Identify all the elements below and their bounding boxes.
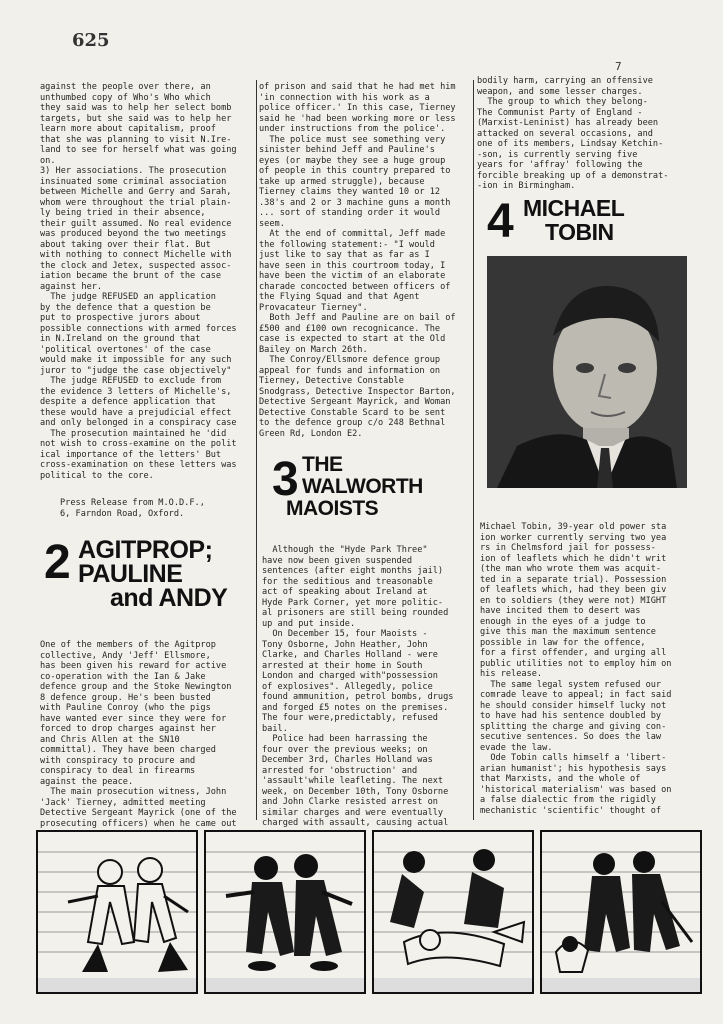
- comic-strip: [36, 830, 698, 992]
- headline-line: WALWORTH: [302, 475, 423, 498]
- headline-line: and ANDY: [110, 584, 228, 612]
- article-1-continued: against the people over there, an unthumbed copy of Who's Who which they said was to help her select bomb targets, but she said was to help her learn more about capitalism, proof that she was planning to visit N.Ire- land to see for herself what was going on. 3) Her associations. The prosecution insinuated some criminal association between Michelle and Gerry and Sarah, whom were throughout the trial plain- ly being tried in their absence, their guilt assumed. No real evidence was produced beyond the two meetings about taking over their flat. But with nothing to connect Michelle with the clock and Jetex, suspected assoc- iation became the brunt of the case against her. The judge REFUSED an application by the defence that a question be put to prospective jurors about possible connections with armed forces in N.Ireland on the ground that 'political overtones' of the case would make it impossible for any such juror to "judge the case objectively" The judge REFUSED to exclude from the evidence 3 letters of Michelle's, despite a defence application that these would have a prejudicial effect and only belonged in a conspiracy case The prosecution maintained he 'did not wish to cross-examine on the polit ical importance of the letters' But cross-examination on these letters was political to the core.: [40, 82, 237, 481]
- comic-panel-4: [540, 830, 702, 994]
- portrait-photo: [487, 256, 687, 488]
- article-3-body: Although the "Hyde Park Three" have now been given suspended sentences (after eight months jail) for the seditious and treasonable act of speaking about Ireland at Hyde Park Corner, yet more politic- al prisoners are still being rounded up and put inside. On December 15, four Maoists - Tony Osborne, John Heather, John Clarke, and Charles Holland - were arrested at their home in South London and charged with"possession of explosives". Allegedly, police found ammunition, petrol bombs, drugs and forged £5 notes on the premises. The four were,predictably, refused bail. Police had been harrassing the four over the previous weeks; on December 3rd, Charles Holland was arrested for 'obstruction' and 'assault'while leafleting. The next week, on December 10th, Tony Osborne and John Clarke resisted arrest on similar charges and were eventually charged with assault, causing actual: [262, 545, 454, 828]
- page-number: 625: [72, 30, 110, 51]
- headline-agitprop: [44, 537, 254, 613]
- headline-line: TOBIN: [545, 219, 614, 245]
- headline-number-3: 3: [272, 453, 299, 506]
- headline-number-4: 4: [487, 195, 514, 248]
- article-2-continued: of prison and said that he had met him 'in connection with his work as a police officer.' In this case, Tierney said he 'had been working more or less under instructions from the police'. The police must see something very sinister behind Jeff and Pauline's eyes (or maybe they see a huge group of people in this country prepared to take up armed struggle), because Tierney claims they wanted 10 or 12 .38's and 2 or 3 machine guns a month ... sort of standing order it would seem. At the end of committal, Jeff made the following statement:- "I would just like to say that as far as I have seen in this courtroom today, I have been the victim of an elaborate charade concocted between officers of the Flying Squad and that Agent Provacateur Tierney". Both Jeff and Pauline are on bail of £500 and £100 own recognicance. The case is expected to start at the Old Bailey on March 26th. The Conroy/Ellsmore defence group appeal for funds and information on Tierney, Detective Constable Snodgrass, Detective Inspector Barton, Detective Sergeant Mayrick, and Woman Detective Constable Scard to be sent to the defence group c/o 248 Bethnal Green Rd, London E2.: [259, 82, 456, 439]
- headline-michael-tobin: [487, 196, 687, 248]
- headline-line: PAULINE: [78, 560, 183, 588]
- comic-panel-2: [204, 830, 366, 994]
- column-rule-right: [473, 80, 474, 820]
- article-3-continued: bodily harm, carrying an offensive weapon, and some lesser charges. The group to which they belong- The Communist Party of England - (Marxist-Leninist) has already been attacked on several occasions, and one of its members, Lindsay Ketchin- -son, is currently serving five years for 'affray' following the forcible breaking up of a demonstrat- -ion in Birmingham.: [477, 76, 669, 191]
- article-2-body: One of the members of the Agitprop collective, Andy 'Jeff' Ellsmore, has been given his reward for active co-operation with the Ian & Jake defence group and the Stoke Newington 8 defence group. He's been busted with Pauline Conroy (who the pigs have wanted ever since they were for forced to drop charges against her and Chris Allen at the SN10 committal). They have been charged with conspiracy to procure and conspiracy to deal in firearms against the peace. The main prosecution witness, John 'Jack' Tierney, admitted meeting Detective Sergeant Mayrick (one of the prosecuting officers) when he came out: [40, 640, 237, 829]
- article-4-body: Michael Tobin, 39-year old power sta ion worker currently serving two yea rs in Chelmsford jail for possess- ion of leaflets which he didn't writ (the man who wrote them was acquit- ted in a separate trial). Possession of leaflets which, had they been giv en to soldiers (they were not) MIGHT have incited them to desert was enough in the eyes of a judge to give this man the maximum sentence possible in law for the offence, for a first offender, and urging all public utilities not to employ him on his release. The same legal system refused our comrade leave to appeal; in fact said he should consider himself lucky not to have had his sentence doubled by splitting the charge and giving con- secutive sentences. So does the law evade the law. Ode Tobin calls himself a 'libert- arian humanist'; his hypothesis says that Marxists, and the whole of 'historical materialism' was based on a false dialectic from the rigidly mechanistic 'scientific' thought of: [480, 522, 672, 816]
- headline-line: THE: [302, 453, 343, 476]
- headline-line: MAOISTS: [286, 497, 379, 520]
- headline-walworth-maoists: [272, 454, 472, 526]
- column-rule-left: [256, 80, 257, 820]
- small-page-mark: 7: [615, 60, 622, 73]
- comic-panel-3: [372, 830, 534, 994]
- comic-panel-1: [36, 830, 198, 994]
- headline-number-2: 2: [44, 536, 71, 589]
- press-release-credit: Press Release from M.O.D.F., 6, Farndon Road, Oxford.: [60, 498, 205, 519]
- headline-line: MICHAEL: [523, 195, 625, 221]
- headline-line: AGITPROP;: [78, 536, 213, 564]
